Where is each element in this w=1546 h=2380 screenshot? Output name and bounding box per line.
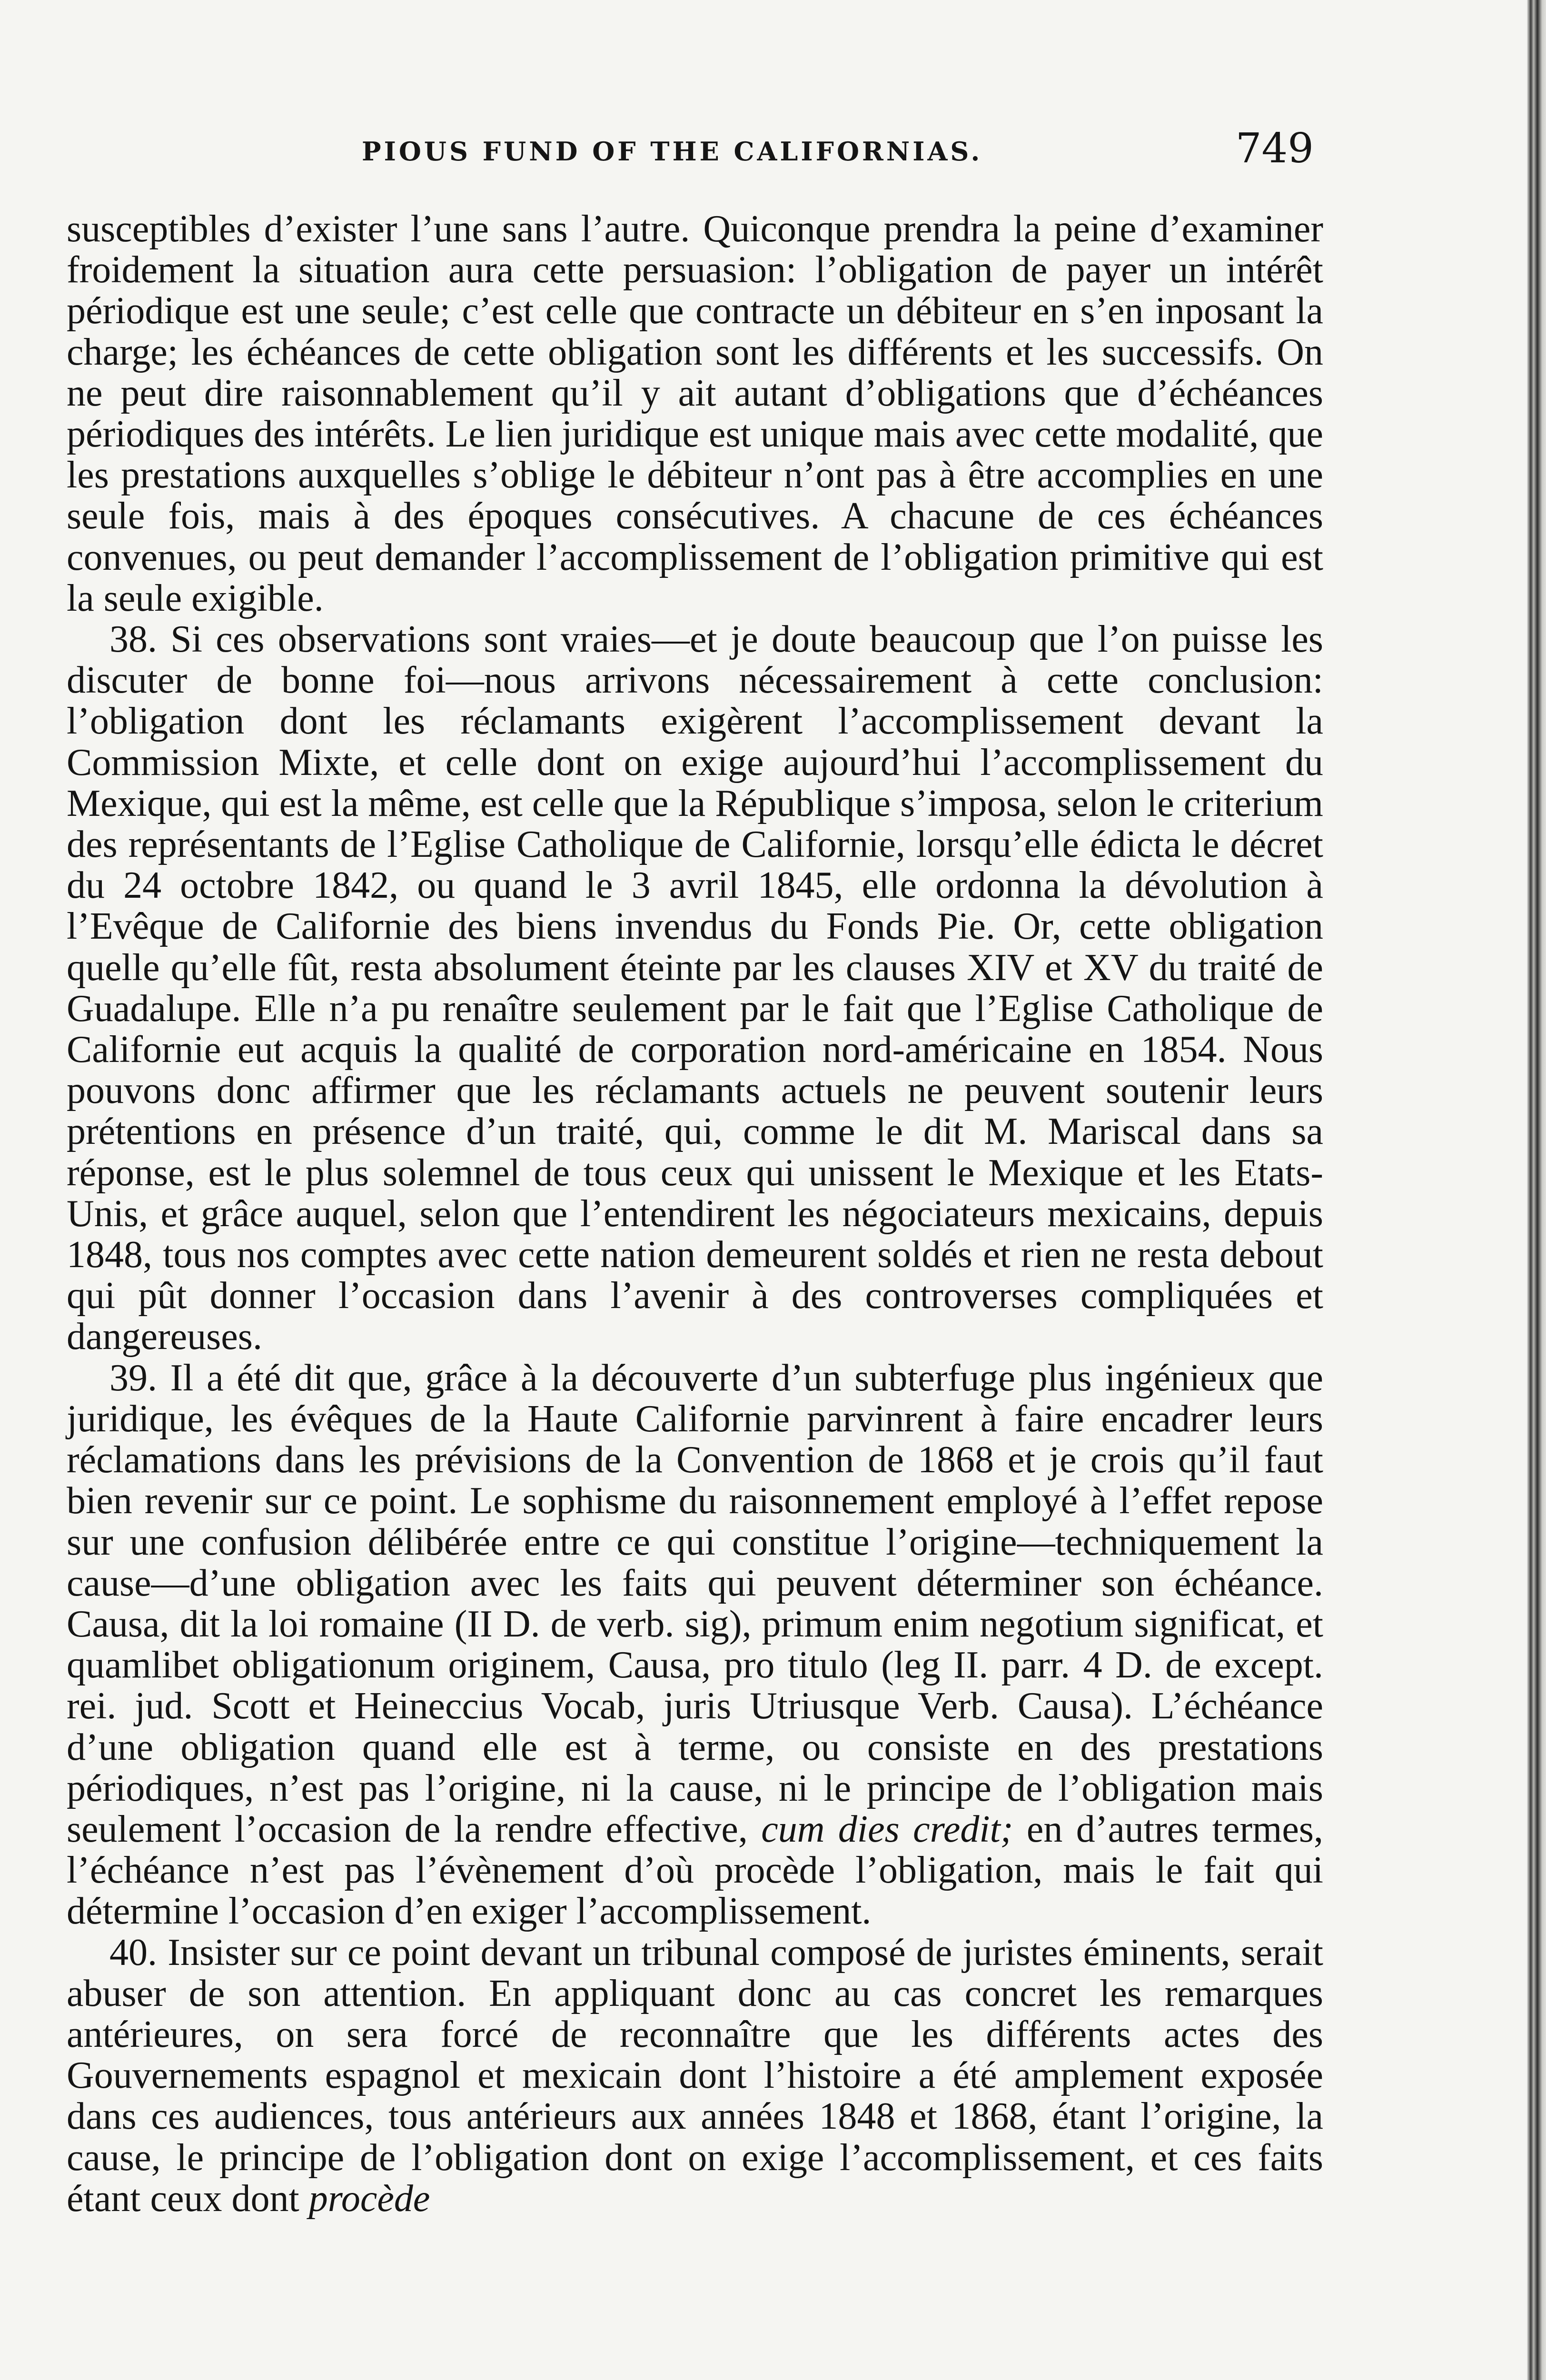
paragraph-39 bbox=[67, 1358, 1323, 1932]
running-header bbox=[67, 125, 1314, 177]
running-title: PIOUS FUND OF THE CALIFORNIAS. bbox=[362, 136, 983, 167]
paragraph-continuation bbox=[67, 208, 1323, 619]
page-number: 749 bbox=[1235, 125, 1314, 172]
paragraph-text: susceptibles d’exister l’une sans l’autre. Quiconque prendra la peine d’examiner froidement la situation aura cette persuasion: l’obligation de payer un intérêt périodique est une seule; c’est celle que contracte un débiteur en s’en inposant la charge; les échéances de cette obligation sont les différents et les successifs. On ne peut dire raisonnablement qu’il y ait autant d’obligations que d’échéances périodiques des intérêts. Le lien juridique est unique mais avec cette modalité, que les prestations auxquelles s’oblige le débiteur n’ont pas à être accomplies en une seule fois, mais à des époques consécutives. A chacune de ces échéances convenues, ou peut demander l’accomplissement de l’obligation primitive qui est la seule exigible. bbox=[67, 208, 1323, 619]
paragraph-number: 40. bbox=[109, 1931, 157, 1973]
paragraph-text: Insister sur ce point devant un tribunal composé de juristes éminents, serait abuser de son attention. En appliquant donc au cas concret les remarques antérieures, on sera forcé de reconnaître que les différents actes des Gouvernements espagnol et mexicain dont l’histoire a été amplement exposée dans ces audiences, tous antérieurs aux années 1848 et 1868, étant l’origine, la cause, le principe de l’obligation dont on exige l’accomplissement, et ces faits étant ceux dont bbox=[67, 1931, 1324, 2220]
paragraph-text: Il a été dit que, grâce à la découverte d’un subterfuge plus ingénieux que juridique, les évêques de la Haute Californie parvinrent à faire encadrer leurs réclamations dans les prévisions de la Convention de 1868 et je crois qu’il faut bien revenir sur ce point. Le sophisme du raisonnement employé à l’effet repose sur une confusion délibérée entre ce qui constitue l’origine—techniquement la cause—d’une obligation avec les faits qui peuvent déterminer son échéance. Causa, dit la loi romaine (II D. de verb. sig), primum enim negotium significat, et quamlibet obligationum originem, Causa, pro titulo (leg II. parr. 4 D. de except. rei. jud. Scott et Heineccius Vocab, juris Utriusque Verb. Causa). L’échéance d’une obligation quand elle est à terme, ou consiste en des prestations périodiques, n’est pas l’origine, ni la cause, ni le principe de l’obligation mais seulement l’occasion de la rendre effective, bbox=[67, 1357, 1324, 1850]
paragraph-text-continued: en d’autres termes, l’échéance n’est pas l’évènement d’où procède l’obligation, mais le fait qui détermine l’occasion d’en exiger l’accomplissement. bbox=[67, 1808, 1324, 1933]
paragraph-number: 38. bbox=[109, 618, 157, 661]
body-text bbox=[67, 208, 1323, 2219]
page-edge-binding bbox=[1527, 0, 1546, 2380]
italic-phrase: cum dies credit; bbox=[761, 1808, 1013, 1850]
paragraph-text: Si ces observations sont vraies—et je doute beaucoup que l’on puisse les discuter de bonne foi—nous arrivons nécessairement à cette conclusion: l’obligation dont les réclamants exigèrent l’accomplissement devant la Commission Mixte, et celle dont on exige aujourd’hui l’accomplissement du Mexique, qui est la même, est celle que la République s’imposa, selon le criterium des représentants de l’Eglise Catholique de Californie, lorsqu’elle édicta le décret du 24 octobre 1842, ou quand le 3 avril 1845, elle ordonna la dévolution à l’Evêque de Californie des biens invendus du Fonds Pie. Or, cette obligation quelle qu’elle fût, resta absolument éteinte par les clauses XIV et XV du traité de Guadalupe. Elle n’a pu renaître seulement par le fait que l’Eglise Catholique de Californie eut acquis la qualité de corporation nord-américaine en 1854. Nous pouvons donc affirmer que les réclamants actuels ne peuvent soutenir leurs prétentions en présence d’un traité, qui, comme le dit M. Mariscal dans sa réponse, est le plus solemnel de tous ceux qui unissent le Mexique et les Etats-Unis, et grâce auquel, selon que l’entendirent les négociateurs mexicains, depuis 1848, tous nos comptes avec cette nation demeurent soldés et rien ne resta debout qui pût donner l’occasion dans l’avenir à des controverses compliquées et dangereuses. bbox=[67, 618, 1324, 1358]
paragraph-38 bbox=[67, 619, 1323, 1358]
italic-phrase: procède bbox=[308, 2177, 430, 2220]
paragraph-40 bbox=[67, 1932, 1323, 2219]
paragraph-number: 39. bbox=[109, 1357, 157, 1399]
